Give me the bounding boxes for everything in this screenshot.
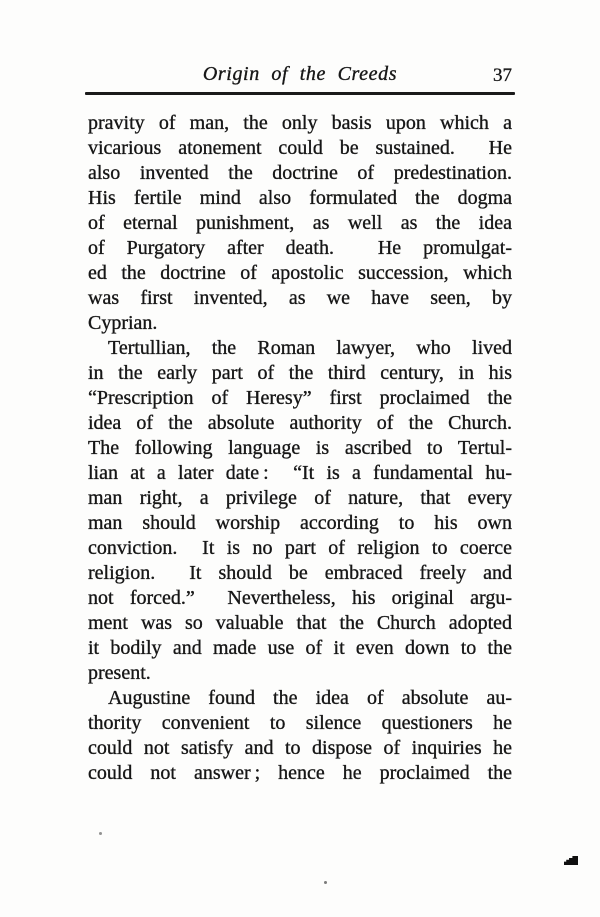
text-line: ed the doctrine of apostolic succession, which: [88, 262, 512, 284]
running-head-title: Origin of the Creeds: [202, 63, 398, 85]
page-number: 37: [493, 65, 512, 86]
text-line: could not answer ; hence he proclaimed the: [88, 762, 512, 784]
text-line: was first invented, as we have seen, by: [88, 287, 512, 309]
body-text: [88, 111, 512, 786]
text-line: “Prescription of Heresy” first proclaimed the: [88, 387, 512, 409]
text-line: also invented the doctrine of predestination.: [88, 162, 512, 184]
ink-speck: [99, 832, 102, 835]
text-line: Tertullian, the Roman lawyer, who lived: [108, 337, 512, 359]
ink-speck: [324, 881, 327, 884]
text-line: idea of the absolute authority of the Church.: [88, 412, 512, 434]
running-head: [88, 61, 512, 88]
text-line: man right, a privilege of nature, that every: [88, 487, 512, 509]
text-line: could not satisfy and to dispose of inquiries he: [88, 737, 512, 759]
text-line: present.: [88, 662, 151, 684]
text-line: Cyprian.: [88, 312, 158, 334]
text-line: lian at a later date : “It is a fundamental hu-: [88, 462, 512, 484]
text-line: of Purgatory after death. He promulgat-: [88, 237, 512, 259]
text-line: not forced.” Nevertheless, his original argu-: [88, 587, 512, 609]
text-line: religion. It should be embraced freely and: [88, 562, 512, 584]
text-line: His fertile mind also formulated the dogma: [88, 187, 512, 209]
ink-blot: [564, 856, 578, 865]
text-line: The following language is ascribed to Tertul-: [88, 437, 512, 459]
text-line: ment was so valuable that the Church adopted: [88, 612, 512, 634]
text-line: conviction. It is no part of religion to coerce: [88, 537, 512, 559]
text-line: in the early part of the third century, in his: [88, 362, 512, 384]
text-line: man should worship according to his own: [88, 512, 512, 534]
text-line: pravity of man, the only basis upon which a: [88, 112, 512, 134]
text-line: thority convenient to silence questioners he: [88, 712, 512, 734]
text-line: it bodily and made use of it even down to the: [88, 637, 512, 659]
text-line: vicarious atonement could be sustained. He: [88, 137, 512, 159]
header-rule: [85, 92, 515, 95]
text-line: of eternal punishment, as well as the idea: [88, 212, 512, 234]
text-line: Augustine found the idea of absolute au-: [108, 687, 512, 709]
